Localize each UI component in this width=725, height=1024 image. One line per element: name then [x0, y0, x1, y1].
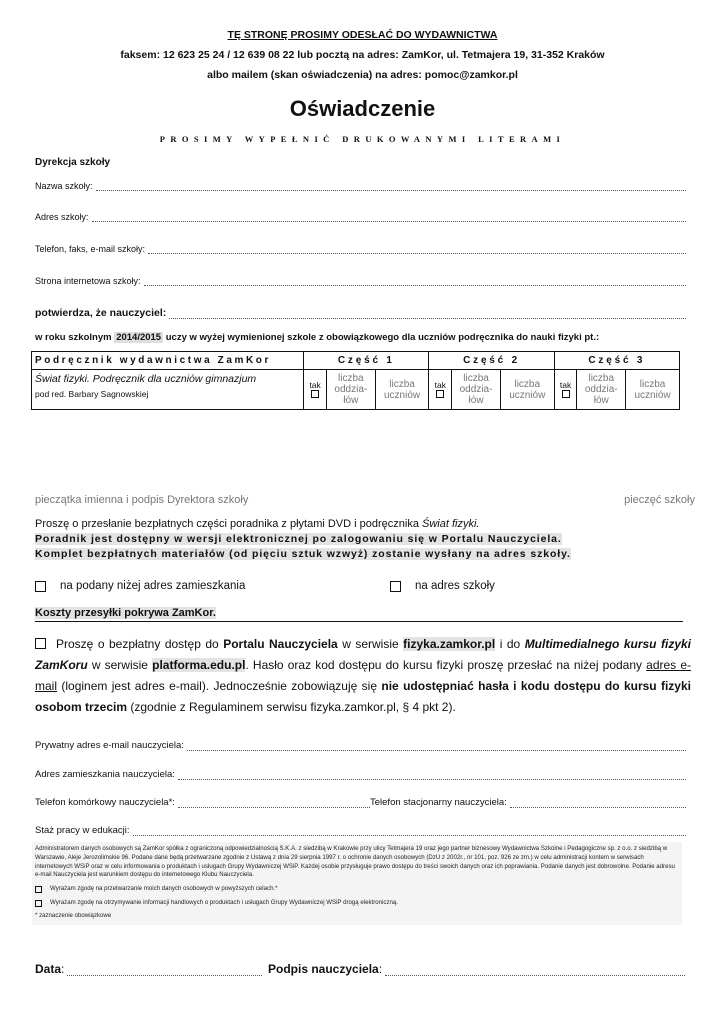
teacher-name-line[interactable] — [169, 311, 686, 319]
consent-data-processing[interactable] — [35, 885, 679, 894]
school-stamp-label: pieczęć szkoły — [624, 494, 695, 506]
col-book-header: Podręcznik wydawnictwa ZamKor — [32, 352, 304, 370]
part-3-students[interactable]: liczba uczniów — [626, 370, 680, 410]
part-1-students[interactable]: liczba uczniów — [375, 370, 429, 410]
portal-text-4: w serwisie — [87, 658, 153, 672]
signature-label: Podpis nauczyciela — [268, 962, 379, 976]
portal-course-name: Multimedialnego kursu fizyki ZamKoru — [35, 637, 692, 672]
school-year-value: 2014/2015 — [116, 332, 162, 343]
teacher-address-field[interactable] — [35, 769, 686, 780]
school-address-line[interactable] — [92, 214, 686, 222]
part-1-tak[interactable] — [304, 370, 327, 410]
request-notes — [35, 532, 571, 562]
portal-text-5: . Hasło oraz kod dostępu do kursu fizyki proszę przesłać na niżej podany — [245, 658, 647, 672]
teacher-landline-label: Telefon stacjonarny nauczyciela: — [370, 797, 507, 808]
table-row — [32, 370, 680, 410]
legal-notice — [32, 842, 682, 925]
header-instruction: TĘ STRONĘ PROSIMY ODESŁAĆ DO WYDAWNICTWA — [227, 29, 498, 41]
book-title: Świat fizyki. Podręcznik dla uczniów gimnazjum — [35, 373, 257, 385]
teacher-address-line[interactable] — [178, 772, 686, 780]
school-year-statement — [35, 332, 599, 343]
portal-email-term: adres e-mail — [35, 658, 691, 693]
consent-data-checkbox[interactable] — [35, 886, 42, 893]
school-phone-label: Telefon, faks, e-mail szkoły: — [35, 244, 146, 254]
part-3-tak[interactable] — [554, 370, 577, 410]
date-field[interactable]: Data : — [35, 962, 262, 976]
shipping-note — [35, 607, 683, 622]
portal-text-6: (loginem jest adres e-mail). Jednocześnie zobowiązuję się — [57, 679, 382, 693]
consent-marketing-label: Wyrażam zgodę na otrzymywanie informacji handlowych o produktach i usługach Grupy Wydawniczej WSiP drogą elektroniczną. — [50, 898, 398, 906]
teacher-mobile-field[interactable] — [35, 797, 370, 808]
teacher-experience-label: Staż pracy w edukacji: — [35, 825, 130, 836]
legal-text: Administratorem danych osobowych są ZamKor spółka z ograniczoną odpowiedzialnością S.K.A. z siedzibą w Krakowie przy ulicy Tetmajera 19 oraz jego partner biznesowy Wydawnictwa Szkolne i Pedagogiczne sp. z o.o. z siedzibą w Warszawie, Aleje Jerozolimskie 96. Podane dane będą przetwarzane zgodnie z Ustawą z dnia 29 sierpnia 1997 r. o ochronie danych osobowych (DzU z 2002r., nr 101, poz. 926 ze zm.) w celu administracji kontem w serwisach internetowych WSiP oraz w celu informowania o produktach i usługach Grupy Wydawniczej WSiP. Każdej osobie przysługuje prawo dostępu do treści swoich danych oraz ich poprawiania. Podanie danych jest dobrowolne. Podanie adresu e-mail Nauczyciela jest warunkiem dostępu do internetowego Klubu Nauczyciela. — [35, 845, 675, 879]
school-year-before: w roku szkolnym — [35, 332, 115, 343]
teacher-landline-field[interactable] — [370, 797, 686, 808]
part-2-tak[interactable] — [429, 370, 452, 410]
date-line[interactable] — [67, 967, 262, 976]
page-subtitle: PROSIMY WYPEŁNIĆ DRUKOWANYMI LITERAMI — [159, 134, 566, 144]
portal-name: Portalu Nauczyciela — [223, 637, 338, 651]
teacher-landline-line[interactable] — [510, 800, 686, 808]
book-editor: pod red. Barbary Sagnowskiej — [35, 389, 149, 399]
part-2-checkbox[interactable] — [436, 390, 444, 398]
teacher-email-line[interactable] — [187, 743, 686, 751]
required-note: * zaznaczenie obowiązkowe — [35, 911, 112, 919]
col-part-1-header: Część 1 — [304, 352, 429, 370]
school-website-field[interactable] — [35, 276, 686, 286]
request-book-title: Świat fizyki. — [422, 518, 480, 530]
portal-access-checkbox[interactable] — [35, 638, 46, 649]
part-3-checkbox[interactable] — [562, 390, 570, 398]
signature-line[interactable] — [385, 967, 685, 976]
page-title: Oświadczenie — [289, 96, 436, 121]
table-header-row — [32, 352, 680, 370]
consent-data-label: Wyrażam zgodę na przetwarzanie moich danych osobowych w powyższych celach.* — [50, 885, 278, 893]
school-address-label: Adres szkoły: — [35, 212, 89, 222]
school-section-heading: Dyrekcja szkoły — [35, 157, 111, 168]
part-1-checkbox[interactable] — [311, 390, 319, 398]
school-name-line[interactable] — [96, 183, 686, 191]
teacher-email-label: Prywatny adres e-mail nauczyciela: — [35, 740, 184, 751]
shipping-text: Koszty przesyłki pokrywa ZamKor. — [35, 607, 216, 619]
request-text — [35, 518, 479, 530]
home-address-checkbox[interactable] — [35, 581, 46, 592]
portal-site-fizyka: fizyka.zamkor.pl — [403, 637, 496, 651]
school-address-label: na adres szkoły — [415, 580, 495, 592]
teacher-name-field[interactable] — [35, 307, 686, 319]
director-stamp-label: pieczątka imienna i podpis Dyrektora szkoły — [35, 494, 249, 506]
school-name-label: Nazwa szkoły: — [35, 181, 93, 191]
school-website-label: Strona internetowa szkoły: — [35, 276, 141, 286]
part-1-branches[interactable]: liczba oddzia-łów — [327, 370, 376, 410]
school-website-line[interactable] — [144, 278, 686, 286]
portal-text-3: i do — [495, 637, 525, 651]
part-2-branches[interactable]: liczba oddzia-łów — [452, 370, 501, 410]
header-email: albo mailem (skan oświadczenia) na adres: pomoc@zamkor.pl — [207, 69, 518, 81]
school-address-field[interactable] — [35, 212, 686, 222]
request-note-portal: Poradnik jest dostępny w wersji elektronicznej po zalogowaniu się w Portalu Nauczyciela. — [35, 533, 562, 545]
school-year-after: uczy w wyżej wymienionej szkole z obowiązkowego dla uczniów podręcznika do nauki fizyki pt.: — [163, 332, 600, 343]
portal-access-request — [35, 634, 691, 718]
date-label: Data — [35, 962, 62, 976]
teacher-experience-field[interactable] — [35, 825, 686, 836]
option-school-address[interactable] — [390, 580, 495, 592]
part-2-students[interactable]: liczba uczniów — [500, 370, 554, 410]
textbook-table — [31, 351, 680, 410]
request-text-main: Proszę o przesłanie bezpłatnych części poradnika z płytami DVD i podręcznika — [35, 518, 423, 530]
portal-text-1: Proszę o bezpłatny dostęp do — [56, 637, 224, 651]
teacher-address-label: Adres zamieszkania nauczyciela: — [35, 769, 175, 780]
tak-label: tak — [434, 379, 446, 390]
school-phone-line[interactable] — [148, 246, 686, 254]
part-3-branches[interactable]: liczba oddzia-łów — [577, 370, 626, 410]
col-part-2-header: Część 2 — [429, 352, 554, 370]
portal-commitment: nie udostępniać hasła i kodu dostępu do kursu fizyki osobom trzecim — [35, 679, 691, 714]
school-phone-field[interactable] — [35, 244, 686, 254]
teacher-mobile-label: Telefon komórkowy nauczyciela*: — [35, 797, 175, 808]
home-address-label: na podany niżej adres zamieszkania — [60, 580, 246, 592]
portal-text-7: (zgodnie z Regulaminem serwisu fizyka.zamkor.pl, § 4 pkt 2). — [127, 700, 456, 714]
school-address-checkbox[interactable] — [390, 581, 401, 592]
consent-marketing-checkbox[interactable] — [35, 900, 42, 907]
request-note-shipping: Komplet bezpłatnych materiałów (od pięciu sztuk wzwyż) zostanie wysłany na adres szkoły. — [35, 548, 571, 560]
portal-text-2: w serwisie — [337, 637, 404, 651]
consent-marketing[interactable] — [35, 899, 679, 908]
teacher-mobile-line[interactable] — [178, 800, 370, 808]
col-part-3-header: Część 3 — [554, 352, 679, 370]
option-home-address[interactable] — [35, 580, 245, 592]
teacher-email-field[interactable] — [35, 740, 686, 751]
signature-field[interactable]: Podpis nauczyciela : — [268, 962, 685, 976]
book-cell — [32, 370, 304, 410]
tak-label: tak — [559, 379, 572, 390]
confirm-label: potwierdza, że nauczyciel: — [35, 307, 167, 319]
header-fax-address: faksem: 12 623 25 24 / 12 639 08 22 lub pocztą na adres: ZamKor, ul. Tetmajera 19, 31-352 Kraków — [120, 49, 605, 61]
school-name-field[interactable] — [35, 181, 686, 191]
portal-site-platforma: platforma.edu.pl — [152, 658, 246, 672]
teacher-experience-line[interactable] — [133, 828, 686, 836]
tak-label: tak — [309, 379, 321, 390]
